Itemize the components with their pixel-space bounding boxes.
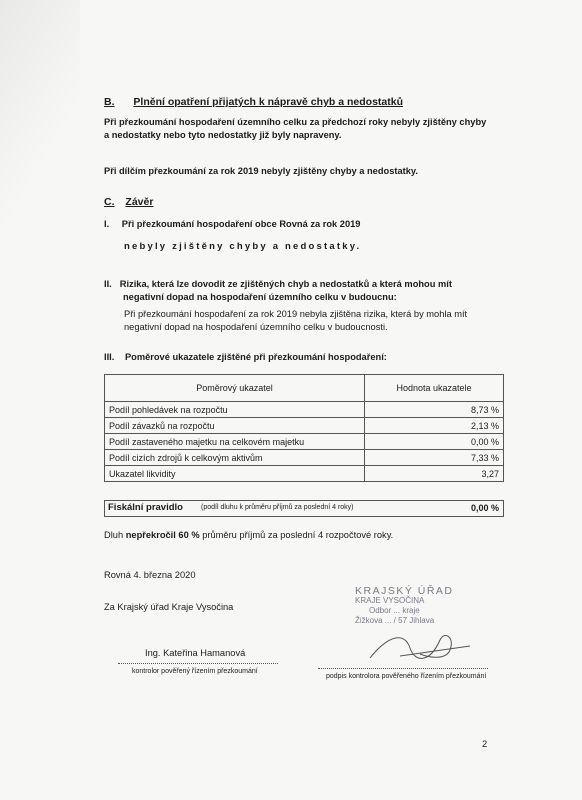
section-c-heading: C. Závěr bbox=[104, 196, 154, 208]
ratio-table bbox=[104, 374, 504, 482]
authority: Za Krajský úřad Kraje Vysočina bbox=[104, 602, 234, 612]
section-b-para2: Při dílčím přezkoumání za rok 2019 nebyly zjištěny chyby a nedostatky. bbox=[104, 166, 418, 176]
table-row: Podíl pohledávek na rozpočtu 8,73 % bbox=[105, 402, 504, 418]
fiscal-rule-note: (podíl dluhu k průměru příjmů za poslední 4 roky) bbox=[201, 504, 354, 511]
office-stamp: KRAJSKÝ ÚŘAD KRAJE VYSOČINA Odbor ... kraje Žižkova ... / 57 Jihlava bbox=[355, 585, 454, 625]
scan-shadow bbox=[0, 0, 80, 260]
table-header-indicator: Poměrový ukazatel bbox=[105, 375, 365, 402]
signatory-name: Ing. Kateřina Hamanová bbox=[145, 648, 246, 658]
table-header-row bbox=[105, 375, 504, 402]
left-caption: kontrolor pověřený řízením přezkoumání bbox=[132, 668, 258, 675]
table-row: Podíl zastaveného majetku na celkovém majetku 0,00 % bbox=[105, 434, 504, 450]
fiscal-rule-value: 0,00 % bbox=[470, 503, 499, 513]
section-b-heading: B. Plnění opatření přijatých k nápravě chyb a nedostatků bbox=[104, 96, 403, 108]
table-row: Podíl cizích zdrojů k celkovým aktivům 7,33 % bbox=[105, 450, 504, 466]
debt-statement: Dluh nepřekročil 60 % průměru příjmů za poslední 4 rozpočtové roky. bbox=[104, 530, 394, 540]
signature-line-right bbox=[318, 668, 488, 669]
table-row: Podíl závazků na rozpočtu 2,13 % bbox=[105, 418, 504, 434]
place-date: Rovná 4. března 2020 bbox=[104, 570, 196, 580]
fiscal-rule-label: Fiskální pravidlo bbox=[108, 502, 183, 513]
section-b-para1: Při přezkoumání hospodaření územního celku za předchozí roky nebyly zjištěny chyby a nedostatky nebo tyto nedostatky již byly napraveny. bbox=[104, 117, 487, 140]
conclusion-i-result: nebyly zjištěny chyby a nedostatky. bbox=[124, 241, 362, 252]
table-row: Ukazatel likvidity 3,27 bbox=[105, 466, 504, 482]
page-number: 2 bbox=[482, 739, 488, 749]
right-caption: podpis kontrolora pověřeného řízením přezkoumání bbox=[326, 673, 487, 680]
signature-line-left bbox=[118, 663, 278, 664]
fiscal-rule-box bbox=[104, 500, 504, 517]
conclusion-ii: II. Rizika, která lze dovodit ze zjištěných chyb a nedostatků a která mohou mít negativní dopad na hospodaření územního celku v budoucnu: bbox=[104, 279, 452, 302]
conclusion-ii-sub: Při přezkoumání hospodaření za rok 2019 nebyla zjištěna rizika, která by mohla mít negativní dopad na hospodaření územního celku v budoucnosti. bbox=[124, 309, 468, 332]
conclusion-iii: III. Poměrové ukazatele zjištěné při přezkoumání hospodaření: bbox=[104, 352, 387, 362]
conclusion-i: I. Při přezkoumání hospodaření obce Rovná za rok 2019 bbox=[104, 219, 361, 229]
table-header-value: Hodnota ukazatele bbox=[365, 375, 504, 402]
handwritten-signature bbox=[360, 628, 480, 668]
